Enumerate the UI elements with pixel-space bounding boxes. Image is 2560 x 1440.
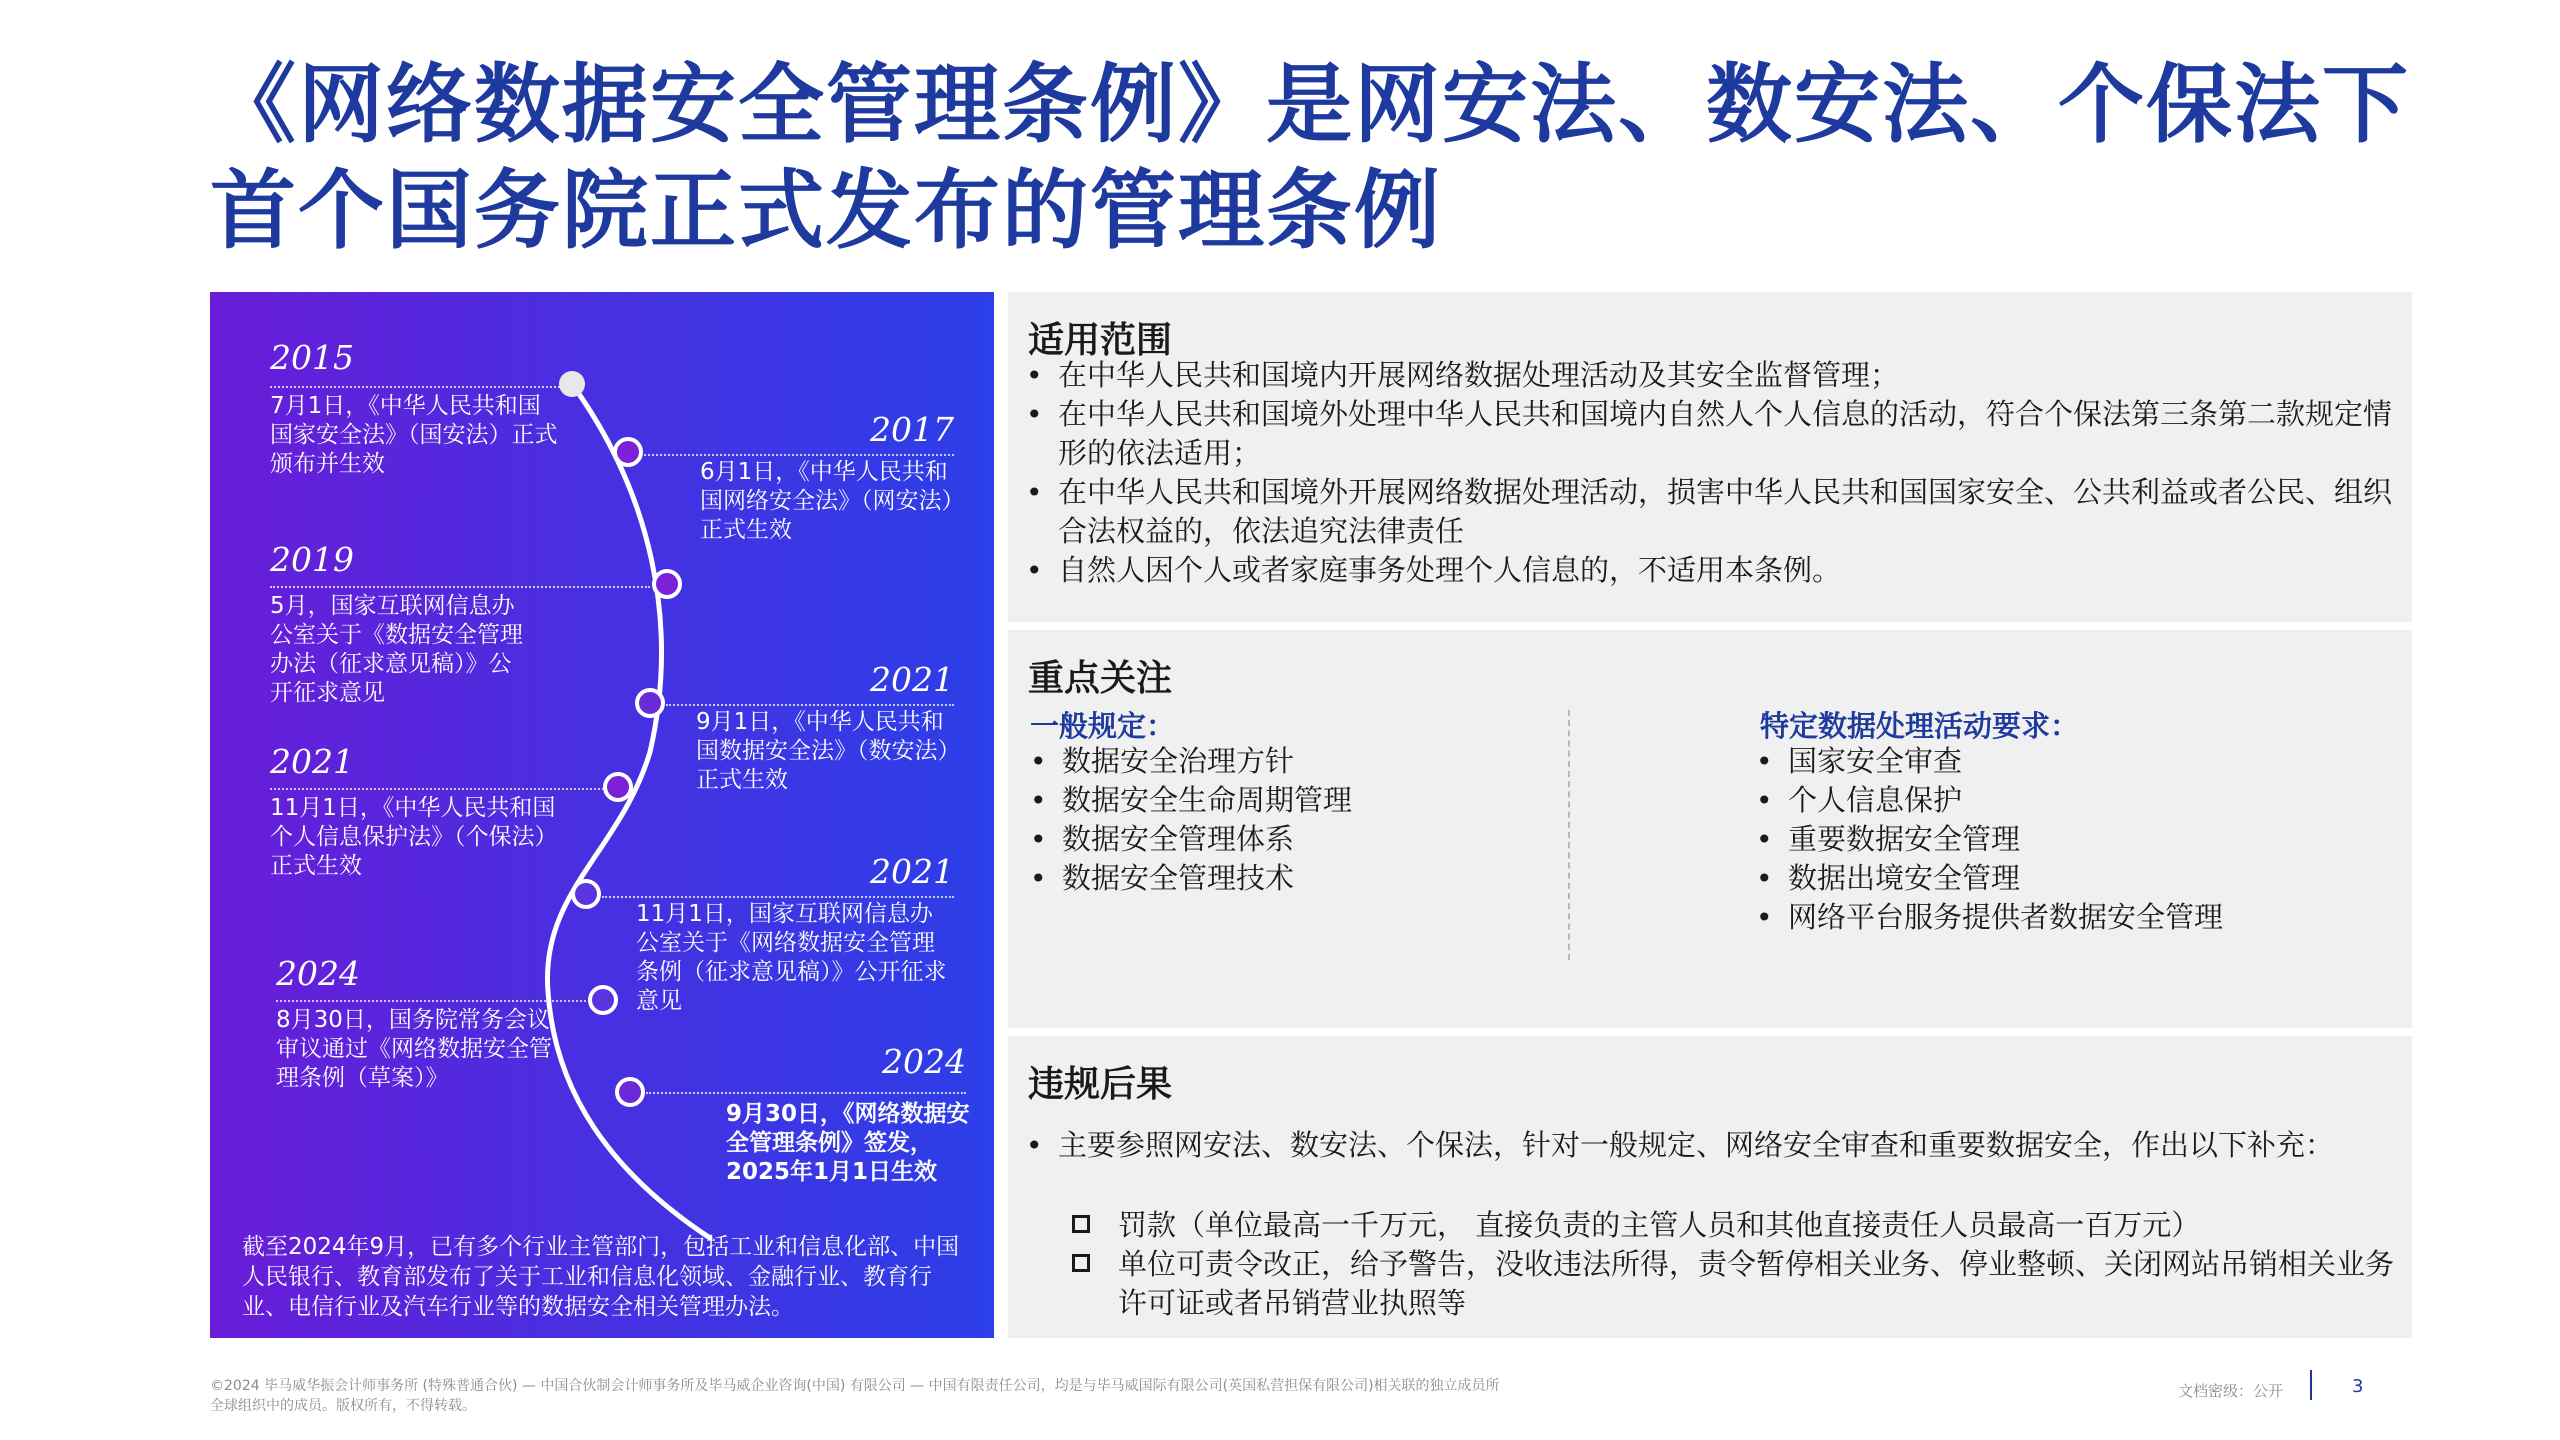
timeline-event-text: 11月1日，国家互联网信息办公室关于《网络数据安全管理条例（征求意见稿）》公开征求意见 [636, 901, 947, 1014]
timeline-dot [605, 774, 631, 800]
page-title [210, 52, 2460, 264]
page-number: 3 [2352, 1376, 2364, 1397]
checklist-item-text: 单位可责令改正，给予警告，没收违法所得，责令暂停相关业务、停业整顿、关闭网站吊销相关业务许可证或者吊销营业执照等 [1118, 1247, 2395, 1320]
timeline-dot [654, 571, 680, 597]
timeline-panel [210, 292, 994, 1338]
list-item: • 数据安全管理体系 [1026, 820, 1546, 859]
scope-panel [1008, 292, 2412, 622]
timeline-event-text: 9月1日，《中华人民共和国数据安全法》（数安法）正式生效 [696, 709, 949, 793]
special-requirements-title: 特定数据处理活动要求： [1760, 709, 2080, 743]
list-item: • 在中华人民共和国境外开展网络数据处理活动，损害中华人民共和国国家安全、公共利益或者公民、组织合法权益的，依法追究法律责任 [1022, 473, 2398, 551]
scope-title: 适用范围 [1028, 320, 1173, 361]
timeline-dot [590, 987, 616, 1013]
list-item: • 主要参照网安法、数安法、个保法，针对一般规定、网络安全审查和重要数据安全，作出以下补充： [1022, 1126, 2398, 1165]
timeline-year: 2021 [870, 660, 954, 699]
timeline-year: 2021 [270, 742, 354, 781]
timeline-connector [276, 1000, 590, 1002]
title-line-2: 首个国务院正式发布的管理条例 [210, 161, 1442, 261]
column-divider [1568, 710, 1570, 960]
scope-list [1022, 356, 2398, 590]
special-requirements-list [1752, 742, 2392, 937]
timeline-year: 2024 [882, 1042, 966, 1081]
timeline-event-text: 5月，国家互联网信息办公室关于《数据安全管理办法（征求意见稿）》公开征求意见 [270, 593, 523, 706]
list-item: • 网络平台服务提供者数据安全管理 [1752, 898, 2392, 937]
timeline-event-text: 7月1日，《中华人民共和国国家安全法》（国安法）正式颁布并生效 [270, 393, 558, 477]
timeline-start-dot [559, 371, 585, 397]
timeline-connector [666, 704, 954, 706]
list-item: • 在中华人民共和国境外处理中华人民共和国境内自然人个人信息的活动，符合个保法第三条第二款规定情形的依法适用； [1022, 395, 2398, 473]
list-item: • 数据安全生命周期管理 [1026, 781, 1546, 820]
list-item: • 自然人因个人或者家庭事务处理个人信息的，不适用本条例。 [1022, 551, 2398, 590]
timeline-dot [573, 881, 599, 907]
general-rules-title: 一般规定： [1030, 709, 1176, 743]
classification-label: 文档密级：公开 [2178, 1382, 2284, 1400]
timeline-dot [615, 439, 641, 465]
timeline-dot [617, 1079, 643, 1105]
focus-title: 重点关注 [1028, 658, 1173, 699]
timeline-connector [270, 788, 604, 790]
timeline-connector [646, 1092, 966, 1094]
timeline-year: 2024 [276, 954, 360, 993]
footer-legal: ©2024 毕马威华振会计师事务所 (特殊普通合伙) — 中国合伙制会计师事务所及毕马威企业咨询(中国) 有限公司 — 中国有限责任公司，均是与毕马威国际有限公司(英国私营担保有限公司)相关联的独立成员所全球组织中的成员。版权所有，不得转载。 [210, 1378, 1500, 1414]
checkbox-icon [1072, 1254, 1090, 1272]
checklist-item [1068, 1245, 2398, 1323]
list-item: • 数据安全治理方针 [1026, 742, 1546, 781]
timeline-connector [644, 454, 954, 456]
timeline-event-text: 9月30日，《网络数据安全管理条例》签发，2025年1月1日生效 [726, 1101, 970, 1185]
title-line-1: 《网络数据安全管理条例》是网安法、数安法、个保法下 [210, 55, 2410, 155]
timeline-note: 截至2024年9月，已有多个行业主管部门，包括工业和信息化部、中国人民银行、教育部发布了关于工业和信息化领域、金融行业、教育行业、电信行业及汽车行业等的数据安全相关管理办法。 [242, 1234, 960, 1320]
timeline-year: 2019 [270, 540, 354, 579]
timeline-connector [270, 386, 560, 388]
timeline-connector [270, 586, 650, 588]
timeline-year: 2015 [270, 338, 354, 377]
general-rules-list [1026, 742, 1546, 898]
checkbox-icon [1072, 1215, 1090, 1233]
penalty-checklist [1068, 1206, 2398, 1323]
list-item: • 国家安全审查 [1752, 742, 2392, 781]
footer-separator [2310, 1370, 2312, 1400]
timeline-dot [637, 690, 663, 716]
timeline-event-text: 8月30日，国务院常务会议审议通过《网络数据安全管理条例（草案）》 [276, 1007, 552, 1091]
timeline-year: 2021 [870, 852, 954, 891]
checklist-item [1068, 1206, 2398, 1245]
timeline-year: 2017 [870, 410, 954, 449]
timeline-event-text: 6月1日，《中华人民共和国网络安全法》（网安法）正式生效 [700, 459, 953, 543]
penalty-intro-list [1022, 1126, 2398, 1165]
list-item: • 个人信息保护 [1752, 781, 2392, 820]
list-item: • 数据安全管理技术 [1026, 859, 1546, 898]
list-item: • 在中华人民共和国境内开展网络数据处理活动及其安全监督管理； [1022, 356, 2398, 395]
list-item: • 数据出境安全管理 [1752, 859, 2392, 898]
timeline-connector [602, 896, 954, 898]
list-item: • 重要数据安全管理 [1752, 820, 2392, 859]
penalty-title: 违规后果 [1028, 1064, 1173, 1105]
penalty-panel [1008, 1036, 2412, 1338]
timeline-event-text: 11月1日，《中华人民共和国个人信息保护法》（个保法）正式生效 [270, 795, 558, 879]
focus-panel [1008, 630, 2412, 1028]
checklist-item-text: 罚款（单位最高一千万元， 直接负责的主管人员和其他直接责任人员最高一百万元） [1118, 1208, 2201, 1242]
